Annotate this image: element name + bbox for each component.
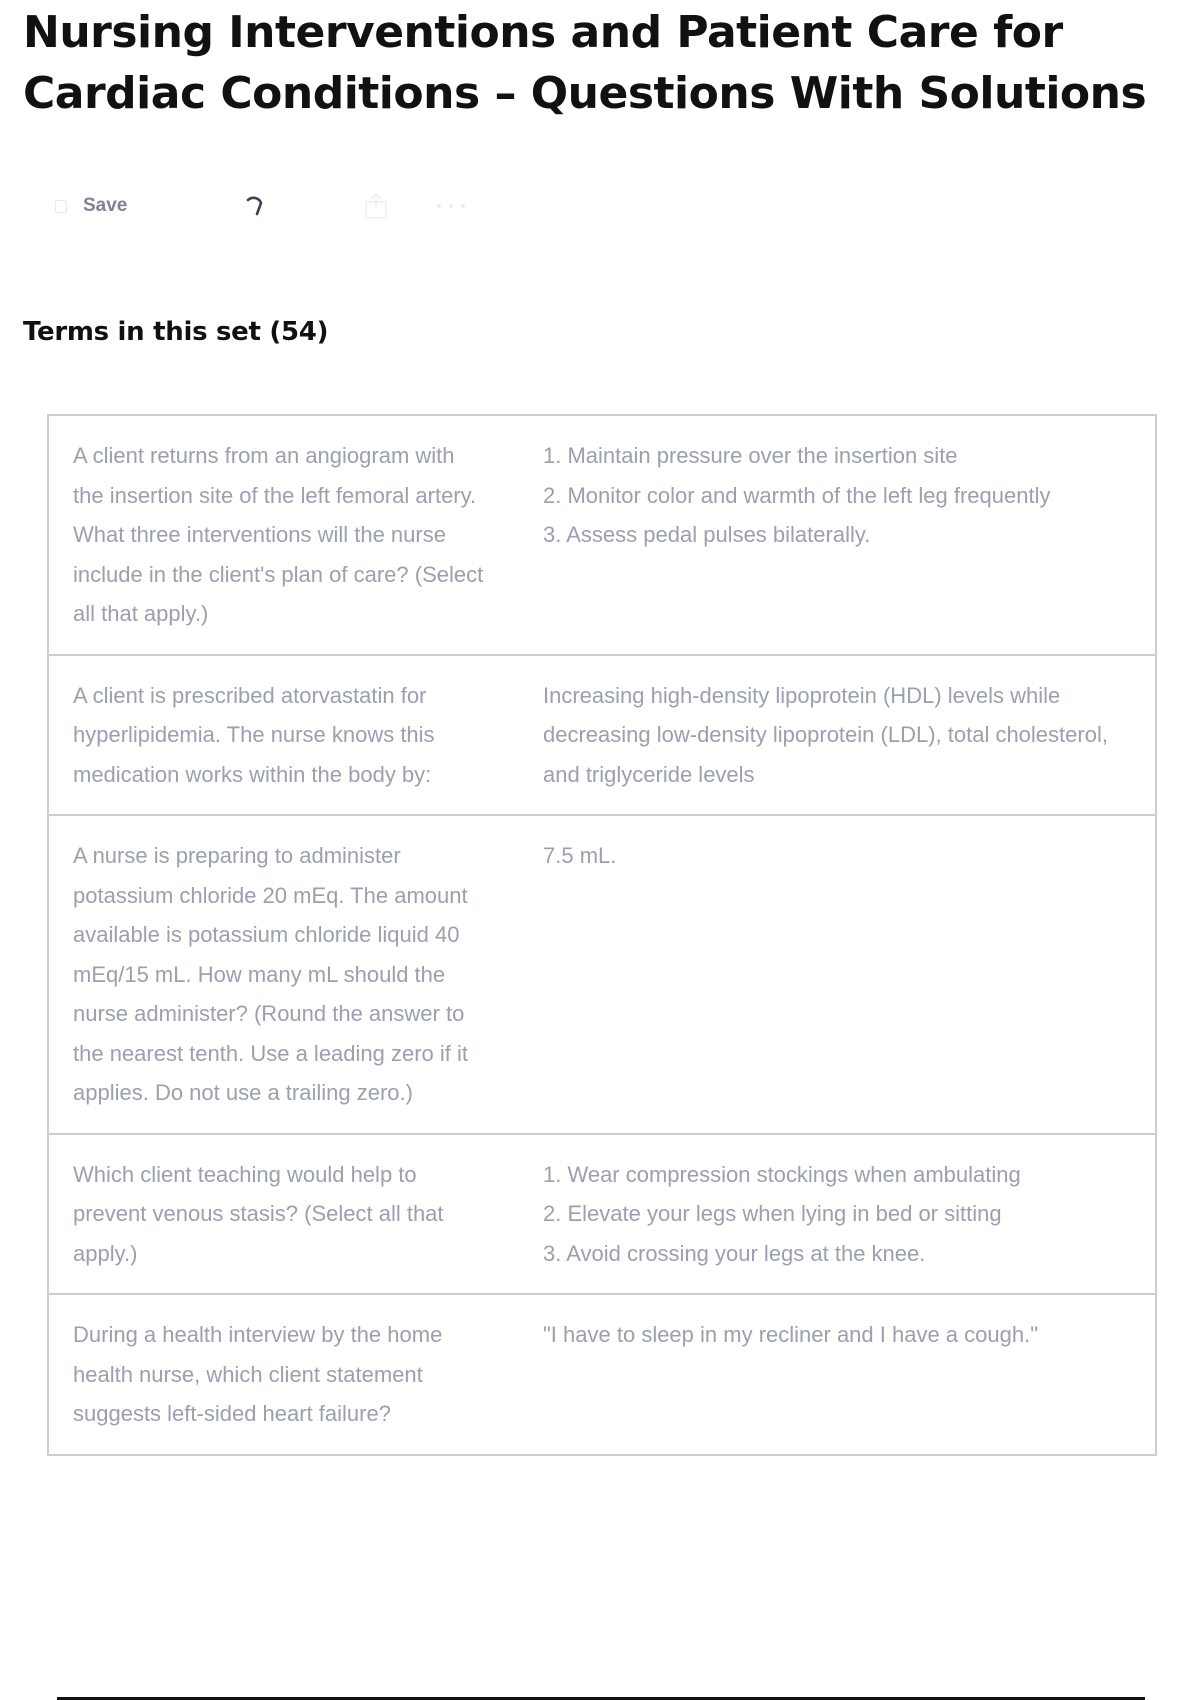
term-text: A client returns from an angiogram with the insertion site of the left femoral artery. What three interventions will the nurse include in the client's plan of care? (Select all that apply.): [73, 443, 484, 626]
toolbar: [55, 188, 505, 224]
term-card[interactable]: [49, 416, 1155, 656]
definition-text: "I have to sleep in my recliner and I have a cough.": [543, 1322, 1039, 1347]
definition-text: 7.5 mL.: [543, 843, 617, 868]
page-title: Nursing Interventions and Patient Care for Cardiac Conditions – Questions With Solutions: [23, 7, 1147, 119]
save-button[interactable]: [55, 188, 127, 224]
term-card[interactable]: [49, 816, 1155, 1135]
definition-text: 1. Wear compression stockings when ambulating 2. Elevate your legs when lying in bed or sitting 3. Avoid crossing your legs at the knee.: [543, 1161, 1021, 1266]
bookmark-icon: [55, 200, 67, 213]
term-card[interactable]: [49, 656, 1155, 817]
term-card[interactable]: [49, 1295, 1155, 1454]
save-label: Save: [83, 195, 128, 216]
terms-heading: Terms in this set (54): [23, 317, 329, 347]
definition-text: 1. Maintain pressure over the insertion site 2. Monitor color and warmth of the left leg frequently 3. Assess pedal pulses bilaterally.: [543, 443, 1051, 547]
loading-spinner-icon: [243, 188, 267, 224]
terms-list: [47, 414, 1157, 1456]
term-text: A client is prescribed atorvastatin for hyperlipidemia. The nurse knows this medication works within the body by:: [73, 682, 435, 787]
term-text: Which client teaching would help to prevent venous stasis? (Select all that apply.): [73, 1161, 444, 1266]
term-text: During a health interview by the home health nurse, which client statement suggests left-sided heart failure?: [73, 1322, 443, 1426]
term-text: A nurse is preparing to administer potassium chloride 20 mEq. The amount available is potassium chloride liquid 40 mEq/15 mL. How many mL should the nurse administer? (Round the answer to the nearest tenth. Use a leading zero if it applies. Do not use a trailing zero.): [73, 843, 469, 1105]
more-icon[interactable]: [435, 188, 467, 224]
definition-text: Increasing high-density lipoprotein (HDL) levels while decreasing low-density lipoprotein (LDL), total cholesterol, and triglyceride levels: [543, 682, 1108, 787]
term-card[interactable]: [49, 1135, 1155, 1296]
share-icon[interactable]: [363, 188, 389, 224]
